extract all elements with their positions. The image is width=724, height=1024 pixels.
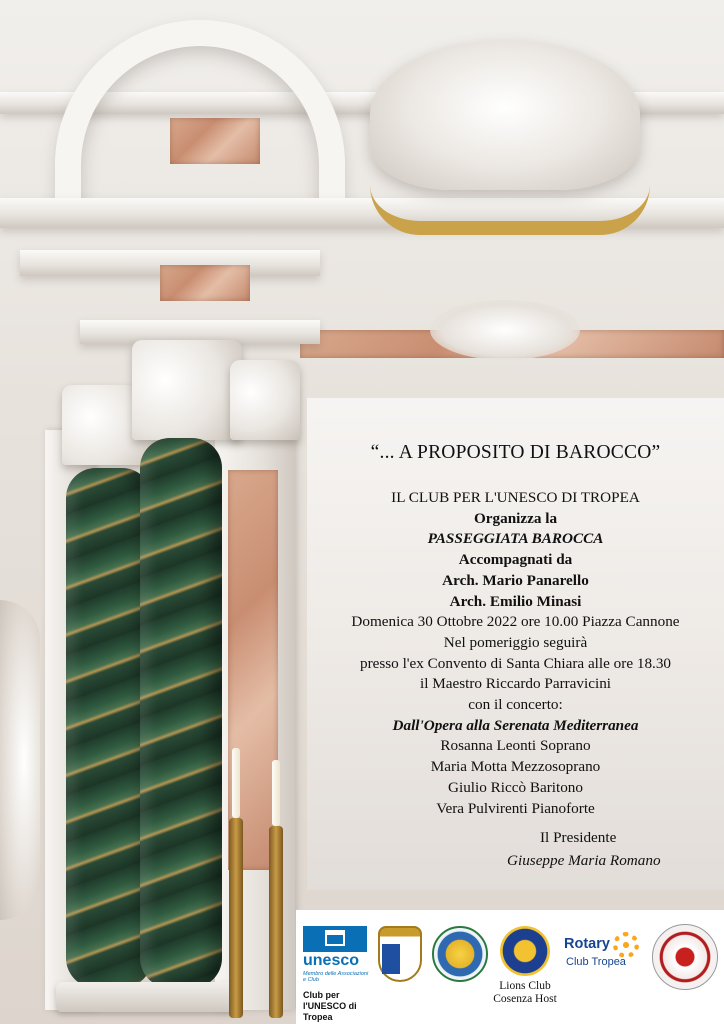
announcement-line: IL CLUB PER L'UNESCO DI TROPEA <box>391 489 640 506</box>
stucco-arch <box>55 20 345 210</box>
solomonic-column-right <box>140 438 222 988</box>
announcement-line: Arch. Emilio Minasi <box>449 592 582 610</box>
announcement-text <box>307 488 724 819</box>
tropea-crest-icon <box>378 926 422 982</box>
stucco-cartouche <box>370 40 640 190</box>
announcement-line: Organizza la <box>473 509 558 527</box>
sponsor-logos <box>296 910 724 1024</box>
crest-quarter <box>382 944 400 974</box>
column-base <box>56 982 236 1012</box>
announcement-line: Rosanna Leonti Soprano <box>440 737 591 755</box>
marble-panel <box>170 118 260 164</box>
lions-caption: Lions Club Cosenza Host <box>493 980 557 1005</box>
announcement-line: Accompagnati da <box>458 551 573 569</box>
stucco-cherubs <box>430 300 580 360</box>
unesco-subtitle: Membro delle Associazioni e Club <box>303 971 369 983</box>
noble-confraternity-seal-icon <box>652 924 718 990</box>
lions-logo-icon <box>500 926 550 976</box>
announcement-panel <box>307 398 724 890</box>
gilded-garland <box>370 185 650 235</box>
president-name: Giuseppe Maria Romano <box>507 852 661 869</box>
unesco-club-caption: Club per l'UNESCO di Tropea <box>303 990 357 1022</box>
candlestick <box>269 826 283 1018</box>
stucco-scroll <box>0 600 40 920</box>
rotary-wordmark: Rotary <box>564 936 610 952</box>
announcement-line: Dall'Opera alla Serenata Mediterranea <box>392 716 639 734</box>
announcement-line: Arch. Mario Panarello <box>442 571 589 589</box>
announcement-line: presso l'ex Convento di Santa Chiara alle ore 18.30 <box>359 654 672 672</box>
association-seal-icon <box>432 926 488 982</box>
candlestick <box>229 818 243 1018</box>
announcement-line: Maria Motta Mezzosoprano <box>430 758 601 776</box>
candle <box>232 748 240 818</box>
poster-title: “... A PROPOSITO DI BAROCCO” <box>370 442 661 463</box>
candle <box>272 760 280 826</box>
announcement-line: PASSEGGIATA BAROCCA <box>427 530 604 548</box>
temple-icon <box>325 930 345 946</box>
announcement-line: con il concerto: <box>468 696 563 714</box>
rotary-subtitle: Club Tropea <box>566 956 626 968</box>
president-label: Il Presidente <box>540 829 617 846</box>
announcement-line: Vera Pulvirenti Pianoforte <box>436 799 595 817</box>
marble-panel <box>160 265 250 301</box>
rotary-wheel-icon <box>613 932 639 958</box>
announcement-line: Giulio Riccò Baritono <box>448 778 583 796</box>
announcement-line: Domenica 30 Ottobre 2022 ore 10.00 Piazza Cannone <box>351 613 680 631</box>
announcement-line: il Maestro Riccardo Parravicini <box>419 675 612 693</box>
column-capital-right <box>132 340 242 440</box>
announcement-line: Nel pomeriggio seguirà <box>443 633 588 651</box>
pilaster-capital <box>230 360 300 440</box>
unesco-wordmark: unesco <box>303 952 360 969</box>
